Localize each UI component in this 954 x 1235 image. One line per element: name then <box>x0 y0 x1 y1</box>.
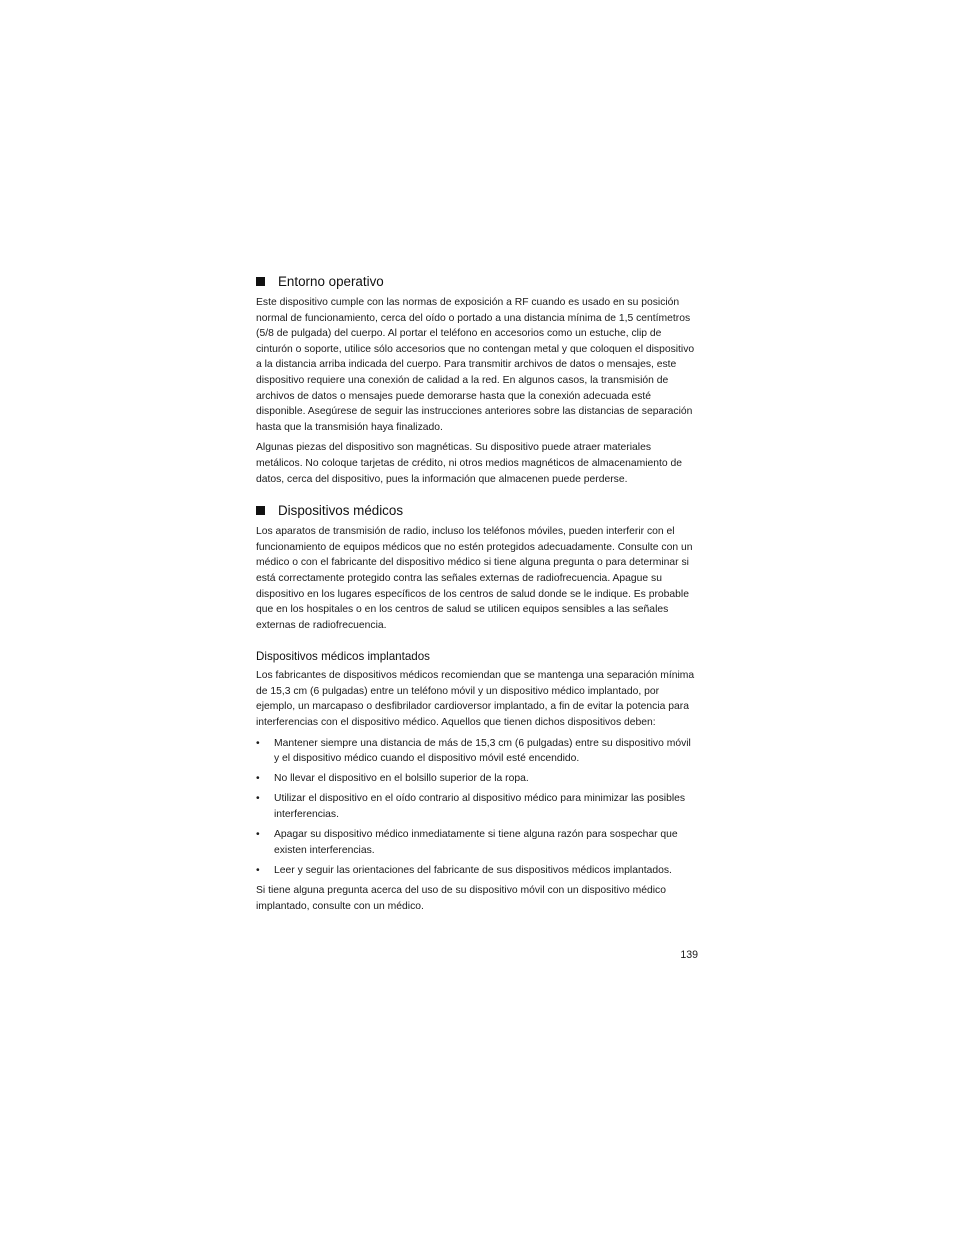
bullet-icon: • <box>256 829 260 841</box>
list-item-text: No llevar el dispositivo en el bolsillo superior de la ropa. <box>274 773 529 785</box>
bullet-list <box>256 736 698 879</box>
list-item <box>256 863 698 879</box>
subsection-heading-implanted-devices: Dispositivos médicos implantados <box>256 650 430 664</box>
list-item <box>256 736 698 767</box>
list-item-text: Mantener siempre una distancia de más de 15,3 cm (6 pulgadas) entre su dispositivo móvil y el dispositivo médico cuando el dispositivo móvil esté encendido. <box>274 737 691 765</box>
list-item-text: Apagar su dispositivo médico inmediatamente si tiene alguna razón para sospechar que existen interferencias. <box>274 829 678 856</box>
list-item <box>256 771 698 787</box>
paragraph-magnetic-parts: Algunas piezas del dispositivo son magnéticas. Su dispositivo puede atraer materiales metálicos. No coloque tarjetas de crédito, ni otros medios magnéticos de almacenamiento de datos, cerca del dispositivo, pues la información que almacenen puede perderse. <box>256 442 683 485</box>
paragraph-medical-devices: Los aparatos de transmisión de radio, incluso los teléfonos móviles, pueden interferir con el funcionamiento de equipos médicos que no estén protegidos adecuadamente. Consulte con un médico o con el fabricante del dispositivo médico si tiene alguna pregunta o para determinar si está correctamente protegido contra las señales externas de radiofrecuencia. Apague su dispositivo en los lugares específicos de los centros de salud donde se le indique. Es probable que en los hospitales o en los centros de salud se utilicen equipos sensibles a las señales externas de radiofrecuencia. <box>256 526 693 631</box>
bullet-icon: • <box>256 793 260 805</box>
paragraph-rf-exposure: Este dispositivo cumple con las normas de exposición a RF cuando es usado en su posición normal de funcionamiento, cerca del oído o portado a una distancia mínima de 1,5 centímetros (5/8 de pulgada) del cuerpo. Al portar el teléfono en accesorios como un estuche, clip de cinturón o soporte, utilice sólo accesorios que no contengan metal y que coloquen el dispositivo a la distancia arriba indicada del cuerpo. Para transmitir archivos de datos o mensajes, este dispositivo requiere una conexión de calidad a la red. En algunos casos, la transmisión de archivos de datos o mensajes puede demorarse hasta que la conexión adecuada esté disponible. Asegúrese de seguir las instrucciones anteriores sobre las distancias de separación hasta que la transmisión haya finalizado. <box>256 297 695 433</box>
list-item <box>256 791 698 822</box>
paragraph-closing: Si tiene alguna pregunta acerca del uso de su dispositivo móvil con un dispositivo médico implantado, consulte con un médico. <box>256 885 666 912</box>
list-item-text: Leer y seguir las orientaciones del fabricante de sus dispositivos médicos implantados. <box>274 864 672 876</box>
bullet-icon: • <box>256 737 260 749</box>
page-content <box>256 272 698 920</box>
section-square-icon <box>256 277 265 286</box>
list-item-text: Utilizar el dispositivo en el oído contrario al dispositivo médico para minimizar las posibles interferencias. <box>274 793 686 821</box>
section-heading-entorno-operativo <box>256 272 698 291</box>
section-heading-text: Dispositivos médicos <box>278 503 404 519</box>
bullet-icon: • <box>256 773 260 785</box>
bullet-icon: • <box>256 864 260 876</box>
section-heading-dispositivos-medicos <box>256 501 698 520</box>
page-number: 139 <box>680 949 698 961</box>
list-item <box>256 827 698 858</box>
section-heading-text: Entorno operativo <box>278 274 384 289</box>
section-square-icon <box>256 506 265 515</box>
paragraph-implanted-intro: Los fabricantes de dispositivos médicos recomiendan que se mantenga una separación mínima de 15,3 cm (6 pulgadas) entre un teléfono móvil y un dispositivo médico implantado, por ejemplo, un marcapaso o desfibrilador cardioversor implantado, a fin de evitar la potencia para interferencias con el dispositivo médico. Aquellos que tienen dichos dispositivos deben: <box>256 670 695 729</box>
